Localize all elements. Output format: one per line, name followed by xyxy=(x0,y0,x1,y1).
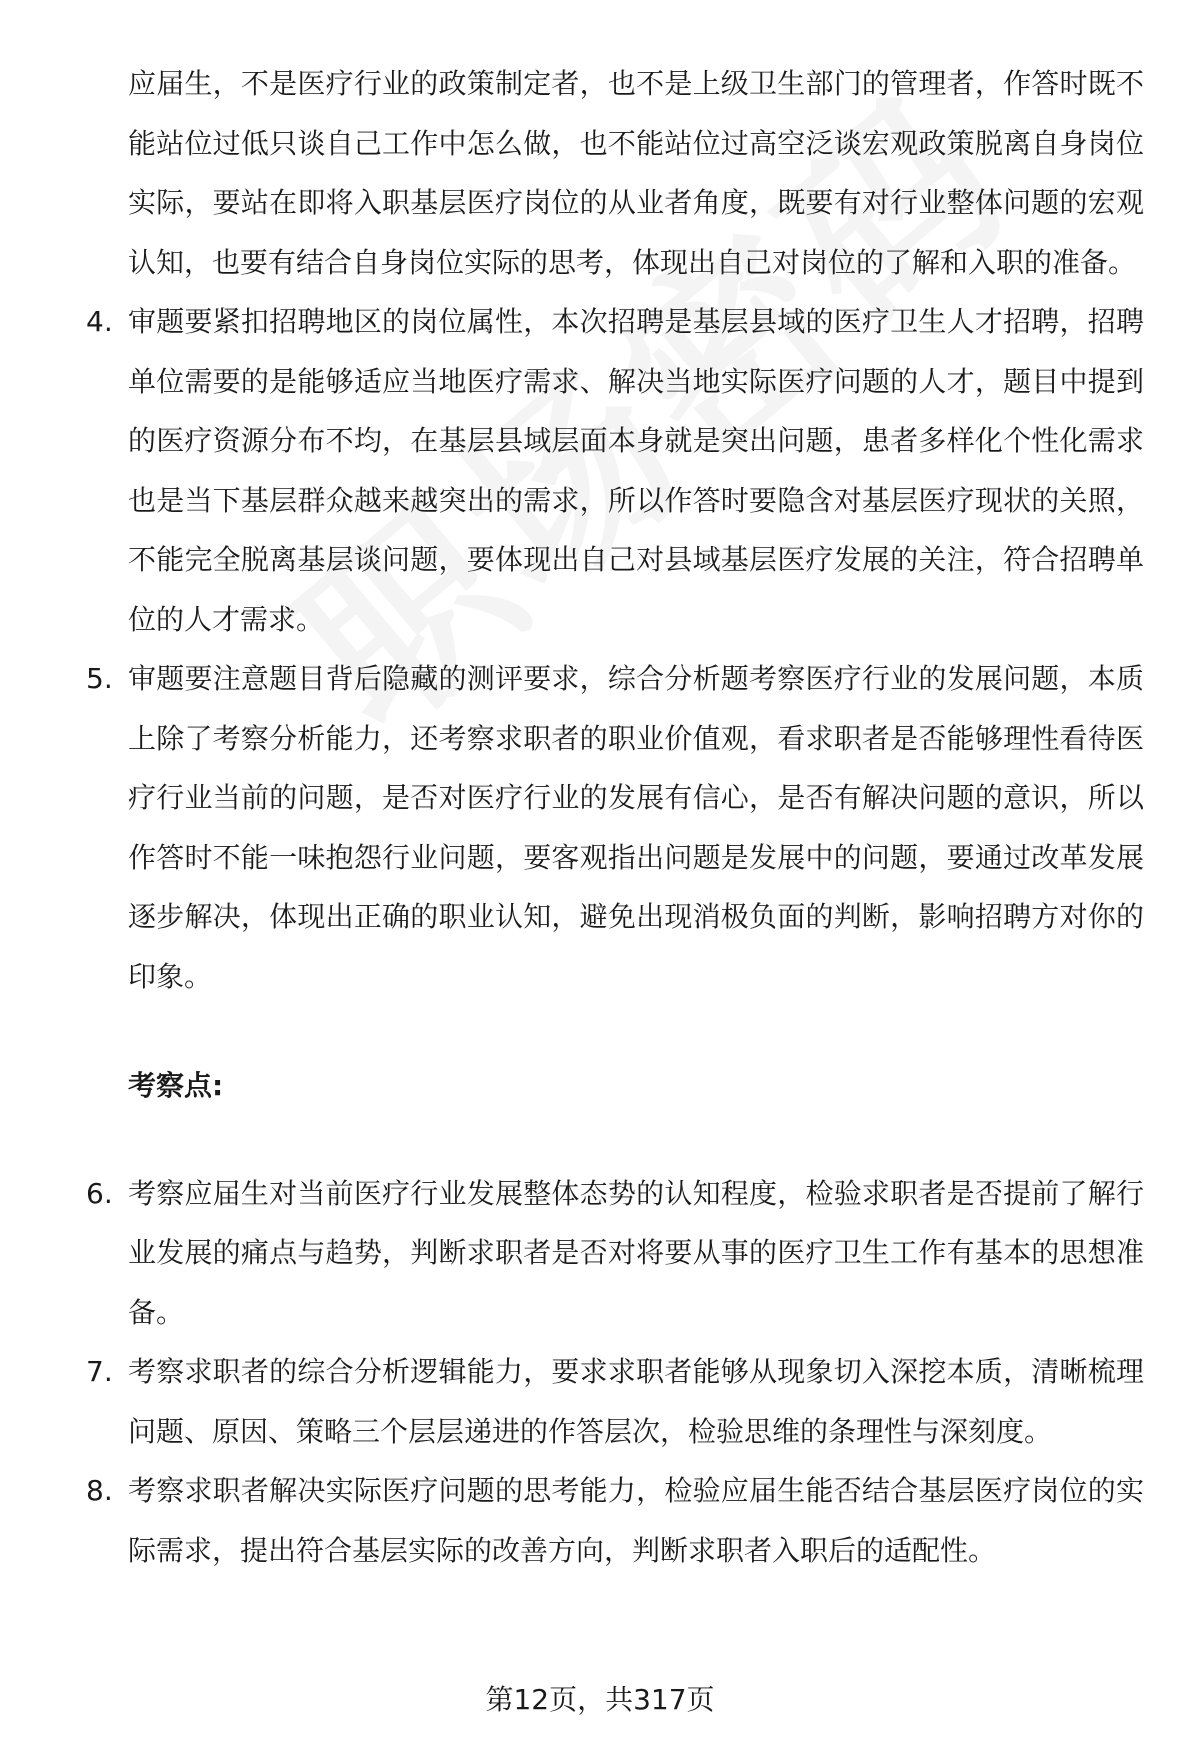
list-item-number: 5. xyxy=(86,662,113,695)
list-item-text: 考察应届生对当前医疗行业发展整体态势的认知程度，检验求职者是否提前了解行业发展的痛点与趋势，判断求职者是否对将要从事的医疗卫生工作有基本的思想准备。 xyxy=(128,1176,1144,1329)
page-number-footer: 第12页，共317页 xyxy=(485,1683,715,1716)
list-part-1 xyxy=(86,292,1144,1006)
list-item-number: 7. xyxy=(86,1355,113,1388)
list-item-text: 考察求职者的综合分析逻辑能力，要求求职者能够从现象切入深挖本质，清晰梳理问题、原因、策略三个层层递进的作答层次，检验思维的条理性与深刻度。 xyxy=(128,1355,1144,1448)
list-item-text: 考察求职者解决实际医疗问题的思考能力，检验应届生能否结合基层医疗岗位的实际需求，提出符合基层实际的改善方向，判断求职者入职后的适配性。 xyxy=(128,1474,1144,1567)
section-heading: 考察点: xyxy=(128,1069,224,1102)
intro-paragraph: 应届生，不是医疗行业的政策制定者，也不是上级卫生部门的管理者，作答时既不能站位过低只谈自己工作中怎么做，也不能站位过高空泛谈宏观政策脱离自身岗位实际，要站在即将入职基层医疗岗位的从业者角度，既要有对行业整体问题的宏观认知，也要有结合自身岗位实际的思考，体现出自己对岗位的了解和入职的准备。 xyxy=(128,67,1144,279)
list-item xyxy=(86,1342,1144,1461)
list-item xyxy=(86,1164,1144,1343)
list-item-number: 4. xyxy=(86,305,113,338)
list-item-text: 审题要紧扣招聘地区的岗位属性，本次招聘是基层县域的医疗卫生人才招聘，招聘单位需要的是能够适应当地医疗需求、解决当地实际医疗问题的人才，题目中提到的医疗资源分布不均，在基层县域层面本身就是突出问题，患者多样化个性化需求也是当下基层群众越来越突出的需求，所以作答时要隐含对基层医疗现状的关照，不能完全脱离基层谈问题，要体现出自己对县域基层医疗发展的关注，符合招聘单位的人才需求。 xyxy=(128,305,1144,636)
list-item-number: 6. xyxy=(86,1176,113,1210)
list-item-text: 审题要注意题目背后隐藏的测评要求，综合分析题考察医疗行业的发展问题，本质上除了考察分析能力，还考察求职者的职业价值观，看求职者是否能够理性看待医疗行业当前的问题，是否对医疗行业的发展有信心，是否有解决问题的意识，所以作答时不能一味抱怨行业问题，要客观指出问题是发展中的问题，要通过改革发展逐步解决，体现出正确的职业认知，避免出现消极负面的判断，影响招聘方对你的印象。 xyxy=(128,662,1144,993)
list-item xyxy=(86,292,1144,649)
list-item-number: 8. xyxy=(86,1474,113,1507)
document-body xyxy=(86,54,1144,1580)
list-part-2 xyxy=(86,1164,1144,1581)
list-item xyxy=(86,649,1144,1006)
list-item xyxy=(86,1461,1144,1580)
